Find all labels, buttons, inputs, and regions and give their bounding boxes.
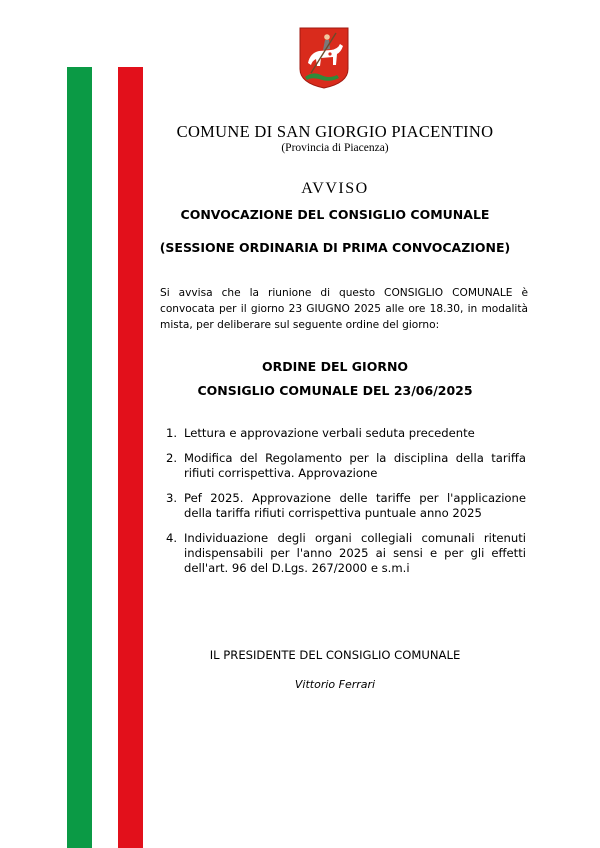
agenda-item	[166, 491, 526, 521]
municipality-name: COMUNE DI SAN GIORGIO PIACENTINO	[176, 122, 494, 141]
session-type: (SESSIONE ORDINARIA DI PRIMA CONVOCAZIONE)	[159, 240, 511, 255]
agenda-item-text: Lettura e approvazione verbali seduta precedente	[184, 426, 475, 440]
province-name: (Provincia di Piacenza)	[281, 142, 389, 154]
agenda-item	[166, 531, 526, 576]
intro-paragraph: Si avvisa che la riunione di questo CONSIGLIO COMUNALE è convocata per il giorno 23 GIUGNO 2025 alle ore 18.30, in modalità mista, per deliberare sul seguente ordine del giorno:	[160, 287, 528, 331]
notice-title: AVVISO	[301, 180, 369, 197]
italian-flag-band	[67, 67, 143, 848]
agenda-item-number: 2.	[166, 451, 178, 465]
agenda-list	[166, 426, 526, 586]
agenda-item-text: Pef 2025. Approvazione delle tariffe per l'applicazione della tariffa rifiuti corrispettiva puntuale anno 2025	[184, 491, 526, 520]
flag-stripe-white	[92, 67, 117, 848]
agenda-item-number: 4.	[166, 531, 178, 545]
agenda-item	[166, 426, 526, 441]
agenda-subtitle: CONSIGLIO COMUNALE DEL 23/06/2025	[197, 383, 473, 398]
agenda-item	[166, 451, 526, 481]
signatory-role: IL PRESIDENTE DEL CONSIGLIO COMUNALE	[209, 648, 461, 662]
agenda-title: ORDINE DEL GIORNO	[261, 359, 409, 374]
agenda-item-number: 3.	[166, 491, 178, 505]
notice-subject: CONVOCAZIONE DEL CONSIGLIO COMUNALE	[180, 207, 490, 222]
agenda-item-text: Individuazione degli organi collegiali comunali ritenuti indispensabili per l'anno 2025 ai sensi e per gli effetti dell'art. 96 del D.Lgs. 267/2000 e s.m.i	[184, 531, 526, 575]
flag-stripe-red	[118, 67, 143, 848]
agenda-item-text: Modifica del Regolamento per la disciplina della tariffa rifiuti corrispettiva. Approvazione	[184, 451, 526, 480]
agenda-item-number: 1.	[166, 426, 178, 440]
saint-george-crest-icon	[299, 27, 349, 89]
flag-stripe-green	[67, 67, 92, 848]
signatory-name: Vittorio Ferrari	[294, 678, 376, 691]
